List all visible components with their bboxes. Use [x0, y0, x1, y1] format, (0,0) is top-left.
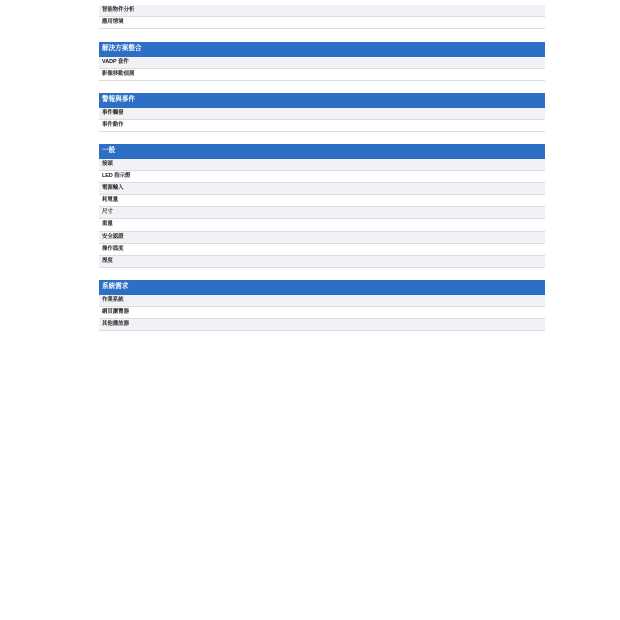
spec-key: 影像移動偵測: [102, 71, 135, 78]
spec-key: 接頭: [102, 160, 113, 167]
spec-sheet: [99, 5, 545, 331]
spec-row: [99, 195, 545, 207]
spec-row: [99, 207, 545, 219]
spec-key: 電源輸入: [102, 185, 124, 192]
section-header: 警報與事件: [99, 93, 545, 108]
spec-row: [99, 5, 545, 17]
spec-key: VADP 套件: [102, 58, 129, 65]
spec-row: [99, 319, 545, 331]
spec-row: [99, 159, 545, 171]
spec-row: [99, 244, 545, 256]
spec-key: 安全認證: [102, 233, 124, 240]
spec-key: 重量: [102, 221, 113, 228]
spec-key: 溼度: [102, 257, 113, 264]
spec-row: [99, 256, 545, 268]
spec-key: 應用情境: [102, 19, 124, 26]
spec-key: 操作溫度: [102, 245, 124, 252]
spec-row: [99, 57, 545, 69]
spec-key: LED 指示燈: [102, 172, 131, 179]
spec-row: [99, 295, 545, 307]
spec-key: 其他播放器: [102, 320, 129, 327]
section-header: 一般: [99, 144, 545, 159]
spec-row: [99, 307, 545, 319]
spec-key: 智能物件分析: [102, 7, 135, 13]
spec-row: [99, 171, 545, 183]
spec-key: 事件觸發: [102, 109, 124, 116]
spec-row: [99, 108, 545, 120]
spec-key: 作業系統: [102, 296, 124, 303]
spec-row: [99, 219, 545, 231]
spec-row: [99, 120, 545, 132]
spec-key: 耗電量: [102, 197, 119, 204]
spec-row: [99, 183, 545, 195]
section-header: 系統需求: [99, 280, 545, 295]
spec-key: 網頁瀏覽器: [102, 308, 129, 315]
spec-row: [99, 232, 545, 244]
spec-row: [99, 69, 545, 81]
spec-key: 事件動作: [102, 122, 124, 129]
section-header: 解決方案整合: [99, 42, 545, 57]
spec-key: 尺寸: [102, 209, 113, 216]
spec-row: [99, 17, 545, 29]
